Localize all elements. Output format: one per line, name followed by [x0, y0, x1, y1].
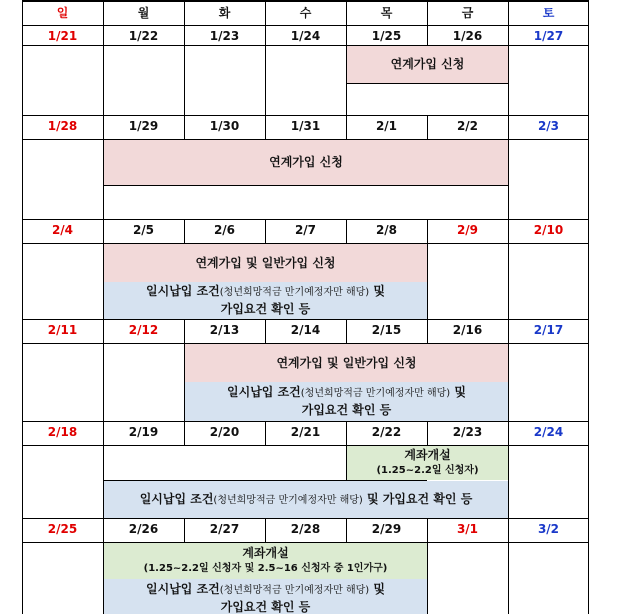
date-cell: 2/19 — [128, 425, 159, 439]
event-label: 및 — [373, 582, 385, 596]
event-account-open — [104, 543, 427, 579]
date-cell: 2/29 — [371, 522, 402, 536]
date-cell: 2/26 — [128, 522, 159, 536]
date-cell: 2/17 — [533, 323, 564, 337]
day-header: 수 — [299, 6, 312, 20]
date-cell: 2/11 — [47, 323, 78, 337]
event-label: 일시납입 조건 — [227, 385, 301, 399]
date-cell: 1/30 — [209, 119, 240, 133]
grid-line — [22, 319, 589, 320]
event-note: (청년희망적금 만기예정자만 해당) — [219, 287, 370, 298]
event-label: 및 — [454, 385, 466, 399]
event-label: 및 — [373, 284, 385, 298]
event-label: 일시납입 조건 — [139, 491, 214, 506]
grid-line — [22, 219, 589, 220]
grid-line — [508, 445, 509, 518]
date-cell: 2/21 — [290, 425, 321, 439]
date-cell: 1/28 — [47, 119, 78, 133]
date-cell: 2/3 — [537, 119, 560, 133]
date-cell: 1/26 — [452, 29, 483, 43]
event-lump-sum-check — [104, 481, 508, 518]
date-cell: 1/31 — [290, 119, 321, 133]
event-note: (1.25~2.2일 신청자) — [376, 465, 479, 476]
date-cell: 2/23 — [452, 425, 483, 439]
date-cell: 2/9 — [456, 223, 479, 237]
grid-line — [427, 243, 428, 319]
day-header: 일 — [56, 6, 69, 20]
event-label: 연계가입 신청 — [269, 155, 343, 169]
day-header: 월 — [137, 6, 150, 20]
event-label: 연계가입 및 일반가입 신청 — [195, 255, 336, 270]
date-cell: 2/22 — [371, 425, 402, 439]
event-note: (청년희망적금 만기예정자만 해당) — [300, 388, 451, 399]
date-cell: 2/10 — [533, 223, 564, 237]
grid-line — [22, 115, 589, 116]
date-cell: 2/14 — [290, 323, 321, 337]
grid-line — [346, 83, 508, 84]
date-cell: 2/25 — [47, 522, 78, 536]
date-cell: 2/5 — [132, 223, 155, 237]
event-label: 및 가입요건 확인 등 — [367, 491, 473, 506]
date-cell: 1/22 — [128, 29, 159, 43]
date-cell: 2/1 — [375, 119, 398, 133]
grid-line — [508, 243, 509, 319]
event-label: 일시납입 조건 — [146, 284, 220, 298]
date-cell: 2/12 — [128, 323, 159, 337]
date-cell: 2/2 — [456, 119, 479, 133]
event-linked-general-signup — [185, 344, 508, 382]
day-header: 화 — [218, 6, 231, 20]
event-linked-signup — [347, 46, 508, 83]
date-cell: 1/23 — [209, 29, 240, 43]
event-label: 연계가입 신청 — [390, 57, 465, 71]
day-header: 금 — [461, 6, 474, 20]
event-note: (1.25~2.2일 신청자 및 2.5~16 신청자 중 1인가구) — [143, 563, 388, 574]
grid-line — [22, 421, 589, 422]
date-cell: 2/7 — [294, 223, 317, 237]
grid-line — [427, 542, 428, 614]
grid-line — [265, 45, 266, 115]
date-cell: 3/1 — [456, 522, 479, 536]
grid-line — [508, 343, 509, 421]
event-lump-sum-check — [104, 282, 427, 319]
event-linked-signup — [104, 140, 508, 185]
date-cell: 2/15 — [371, 323, 402, 337]
date-cell: 1/21 — [47, 29, 78, 43]
event-note: (청년희망적금 만기예정자만 해당) — [219, 585, 370, 596]
date-cell: 2/24 — [533, 425, 564, 439]
date-cell: 2/6 — [213, 223, 236, 237]
grid-line — [508, 45, 509, 115]
event-label: 계좌개설 — [404, 448, 451, 462]
date-cell: 1/29 — [128, 119, 159, 133]
date-cell: 2/18 — [47, 425, 78, 439]
grid-line — [103, 185, 508, 186]
date-cell: 2/16 — [452, 323, 483, 337]
schedule-calendar — [22, 0, 589, 614]
event-label: 가입요건 확인 등 — [301, 403, 392, 417]
day-header: 목 — [380, 6, 393, 20]
event-lump-sum-check — [104, 579, 427, 614]
date-cell: 2/28 — [290, 522, 321, 536]
event-lump-sum-check — [185, 382, 508, 421]
grid-line — [103, 343, 104, 421]
event-label: 계좌개설 — [242, 546, 289, 560]
grid-line — [103, 45, 104, 115]
date-cell: 2/8 — [375, 223, 398, 237]
grid-line — [22, 0, 589, 2]
event-label: 가입요건 확인 등 — [220, 302, 311, 316]
date-cell: 1/24 — [290, 29, 321, 43]
grid-line — [22, 25, 589, 26]
grid-line — [184, 45, 185, 115]
grid-line — [22, 518, 589, 519]
event-label: 일시납입 조건 — [146, 582, 220, 596]
date-cell: 2/13 — [209, 323, 240, 337]
date-cell: 1/25 — [371, 29, 402, 43]
grid-line — [508, 542, 509, 614]
event-label: 연계가입 및 일반가입 신청 — [276, 355, 417, 370]
grid-line — [508, 139, 509, 219]
event-note: (청년희망적금 만기예정자만 해당) — [213, 494, 363, 506]
date-cell: 1/27 — [533, 29, 564, 43]
date-cell: 2/27 — [209, 522, 240, 536]
event-account-open — [347, 446, 508, 480]
date-cell: 2/20 — [209, 425, 240, 439]
event-label: 가입요건 확인 등 — [220, 600, 311, 614]
event-linked-general-signup — [104, 244, 427, 282]
date-cell: 3/2 — [537, 522, 560, 536]
day-header: 토 — [542, 6, 555, 20]
date-cell: 2/4 — [51, 223, 74, 237]
